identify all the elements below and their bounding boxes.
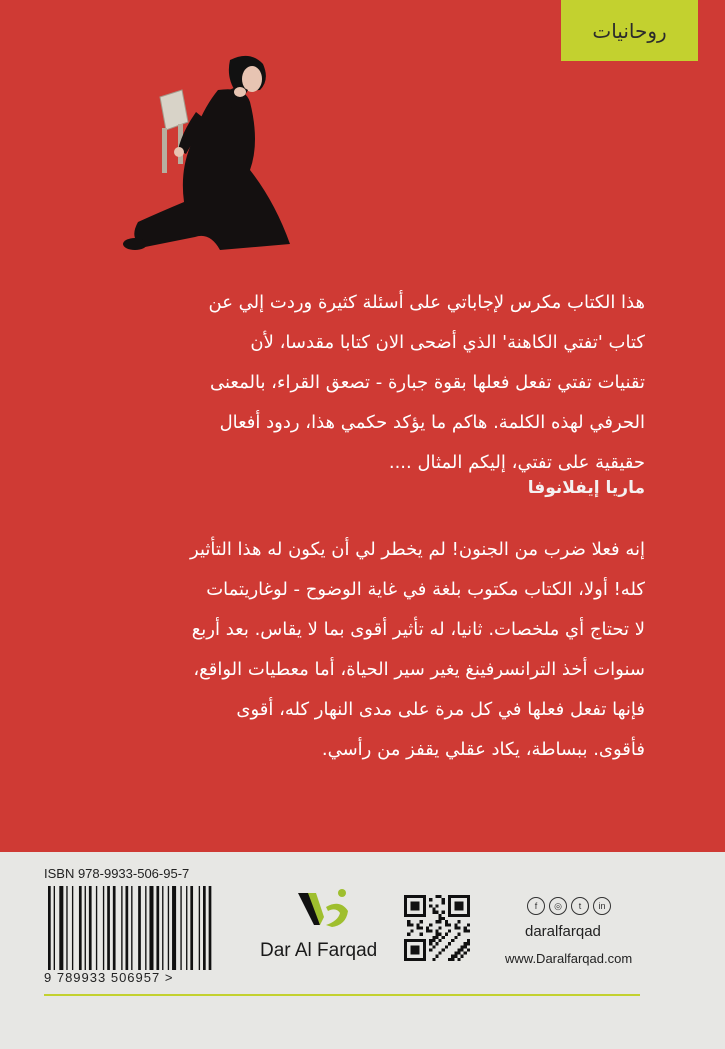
instagram-icon[interactable]: ◎: [549, 897, 567, 915]
linkedin-icon[interactable]: in: [593, 897, 611, 915]
blurb-line: تقنيات تفتي تفعل فعلها بقوة جبارة - تصعق القراء، بالمعنى: [209, 372, 645, 393]
divider: [44, 994, 640, 996]
quote-line: فأقوى. ببساطة، يكاد عقلي يقفز من رأسي.: [321, 739, 645, 760]
qr-code: [404, 895, 470, 961]
kneeling-woman-photo: [100, 52, 320, 272]
quote-line: لا تحتاج أي ملخصات. ثانيا، له تأثير أقوى بما لا يقاس. بعد أربع: [191, 619, 645, 640]
isbn-label: ISBN 978-9933-506-95-7: [44, 866, 190, 881]
social-handle: daralfarqad: [525, 923, 601, 940]
quote-paragraph: [190, 530, 645, 770]
blurb-line: كتاب 'تفتي الكاهنة' الذي أضحى الان كتابا مقدسا، لأن: [250, 332, 645, 353]
category-tag: [561, 0, 698, 61]
category-tag-label: روحانيات: [592, 18, 667, 43]
website-link[interactable]: www.Daralfarqad.com: [505, 951, 633, 966]
barcode-digits: 9 789933 506957 >: [44, 970, 174, 985]
social-icons: [527, 897, 611, 915]
quote-line: إنه فعلا ضرب من الجنون! لم يخطر لي أن يكون له هذا التأثير: [190, 539, 645, 560]
blurb-line: حقيقية على تفتي، إليكم المثال ....: [388, 452, 645, 473]
barcode: [44, 886, 274, 970]
publisher-logo-icon: [296, 885, 352, 935]
quote-author: ماريا إيفلانوفا: [527, 478, 645, 498]
quote-line: فإنها تفعل فعلها في كل مرة على مدى النهار كله، أقوى: [236, 699, 645, 720]
quote-line: سنوات أخذ الترانسرفينغ يغير سير الحياة، أما معطيات الواقع،: [193, 659, 645, 680]
blurb-paragraph: [209, 283, 646, 483]
twitter-icon[interactable]: t: [571, 897, 589, 915]
blurb-line: هذا الكتاب مكرس لإجاباتي على أسئلة كثيرة وردت إلي عن: [208, 292, 645, 313]
blurb-line: الحرفي لهذه الكلمة. هاكم ما يؤكد حكمي هذا، ردود أفعال: [219, 412, 645, 433]
publisher-name: Dar Al Farqad: [260, 940, 378, 961]
facebook-icon[interactable]: f: [527, 897, 545, 915]
quote-line: كله! أولا، الكتاب مكتوب بلغة في غاية الوضوح - لوغاريتمات: [206, 579, 645, 600]
